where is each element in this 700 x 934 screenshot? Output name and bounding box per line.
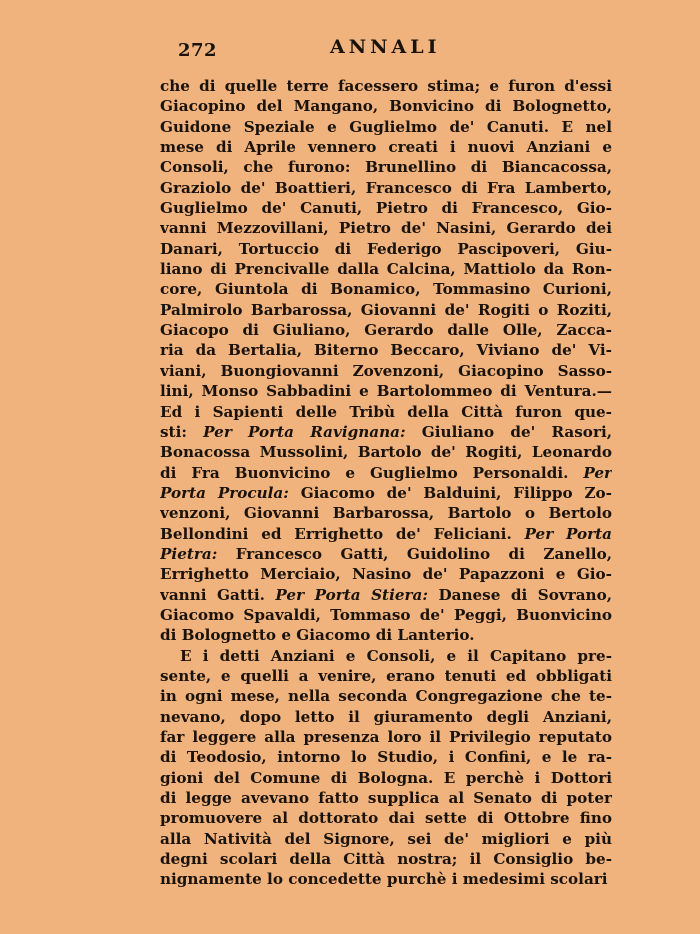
text-line: Consoli, che furono: Brunellino di Biancacossa,	[160, 158, 612, 177]
running-head: ANNALI	[330, 36, 441, 58]
text-run: Francesco Gatti, Guidolino di Zanello,	[217, 544, 612, 563]
text-line: Guglielmo de' Canuti, Pietro di Francesco, Gio-	[160, 199, 612, 218]
gate-name: Per Porta Ravignana:	[203, 422, 406, 441]
text-line: E i detti Anziani e Consoli, e il Capitano pre-	[180, 646, 612, 665]
text-line: nignamente lo concedette purchè i medesimi scolari	[160, 870, 608, 889]
body-text	[160, 76, 612, 890]
text-line: Bonacossa Mussolini, Bartolo de' Rogiti, Leonardo	[160, 443, 612, 462]
text-line: ria da Bertalia, Biterno Beccaro, Viviano de' Vi-	[160, 341, 612, 360]
text-line	[160, 544, 612, 564]
text-run: di Fra Buonvicino e Guglielmo Personaldi.	[160, 463, 584, 482]
text-line: venzoni, Giovanni Barbarossa, Bartolo o Bertolo	[160, 504, 612, 523]
text-line: nevano, dopo letto il giuramento degli Anziani,	[160, 707, 612, 726]
text-line: alla Natività del Signore, sei de' migliori e più	[160, 829, 612, 848]
text-line: core, Giuntola di Bonamico, Tommasino Curioni,	[160, 280, 612, 299]
text-line: gioni del Comune di Bologna. E perchè i Dottori	[160, 768, 612, 787]
text-line: liano di Prencivalle dalla Calcina, Mattiolo da Ron-	[160, 260, 612, 279]
text-line: degni scolari della Città nostra; il Consiglio be-	[160, 850, 612, 869]
text-line: Palmirolo Barbarossa, Giovanni de' Rogiti o Roziti,	[160, 300, 612, 319]
text-line: di legge avevano fatto supplica al Senato di poter	[160, 789, 612, 808]
text-line: far leggere alla presenza loro il Privilegio reputato	[160, 728, 612, 746]
text-line	[160, 483, 612, 503]
text-line: che di quelle terre facessero stima; e furon d'essi	[160, 77, 612, 95]
text-line	[160, 463, 612, 483]
gate-name: Per Porta	[524, 524, 612, 543]
text-line: viani, Buongiovanni Zovenzoni, Giacopino Sasso-	[160, 361, 612, 380]
text-line: mese di Aprile vennero creati i nuovi Anziani e	[160, 138, 612, 157]
text-line: lini, Monso Sabbadini e Bartolommeo di Ventura.—	[160, 382, 612, 401]
text-run: Giuliano de' Rasori,	[405, 422, 612, 441]
gate-name: Per Porta Stiera:	[275, 585, 428, 604]
text-line: Errighetto Merciaio, Nasino de' Papazzoni e Gio-	[160, 565, 612, 584]
text-run: vanni Gatti.	[160, 585, 276, 604]
text-run: Bellondini ed Errighetto de' Feliciani.	[160, 524, 525, 543]
text-line: Giacopo di Giuliano, Gerardo dalle Olle, Zacca-	[160, 321, 612, 340]
gate-name: Porta Procula:	[160, 483, 289, 502]
text-line: vanni Mezzovillani, Pietro de' Nasini, Gerardo dei	[160, 219, 612, 238]
text-line: Guidone Speziale e Guglielmo de' Canuti. E nel	[160, 117, 612, 136]
text-line	[160, 422, 612, 442]
text-line: promuovere al dottorato dai sette di Ottobre fino	[160, 809, 612, 828]
text-line	[160, 585, 612, 605]
page-header	[170, 36, 610, 64]
text-line: Giacopino del Mangano, Bonvicino di Bolognetto,	[160, 97, 612, 116]
gate-name: Pietra:	[160, 544, 218, 563]
text-run: Danese di Sovrano,	[427, 585, 612, 604]
text-line: Ed i Sapienti delle Tribù della Città furon que-	[160, 402, 612, 421]
text-run: Giacomo de' Balduini, Filippo Zo-	[288, 483, 612, 502]
text-line: in ogni mese, nella seconda Congregazione che te-	[160, 687, 612, 706]
gate-name: Per	[583, 463, 612, 482]
page-number: 272	[178, 40, 218, 61]
text-line: di Teodosio, intorno lo Studio, i Confini, e le ra-	[160, 748, 612, 767]
text-line: sente, e quelli a venire, erano tenuti ed obbligati	[160, 666, 612, 685]
text-line: Graziolo de' Boattieri, Francesco di Fra Lamberto,	[160, 178, 612, 197]
text-line: di Bolognetto e Giacomo di Lanterio.	[160, 626, 475, 645]
text-run: sti:	[160, 422, 204, 441]
text-line: Giacomo Spavaldi, Tommaso de' Peggi, Buonvicino	[160, 605, 612, 624]
text-line: Danari, Tortuccio di Federigo Pascipoveri, Giu-	[160, 239, 612, 258]
text-line	[160, 524, 612, 544]
